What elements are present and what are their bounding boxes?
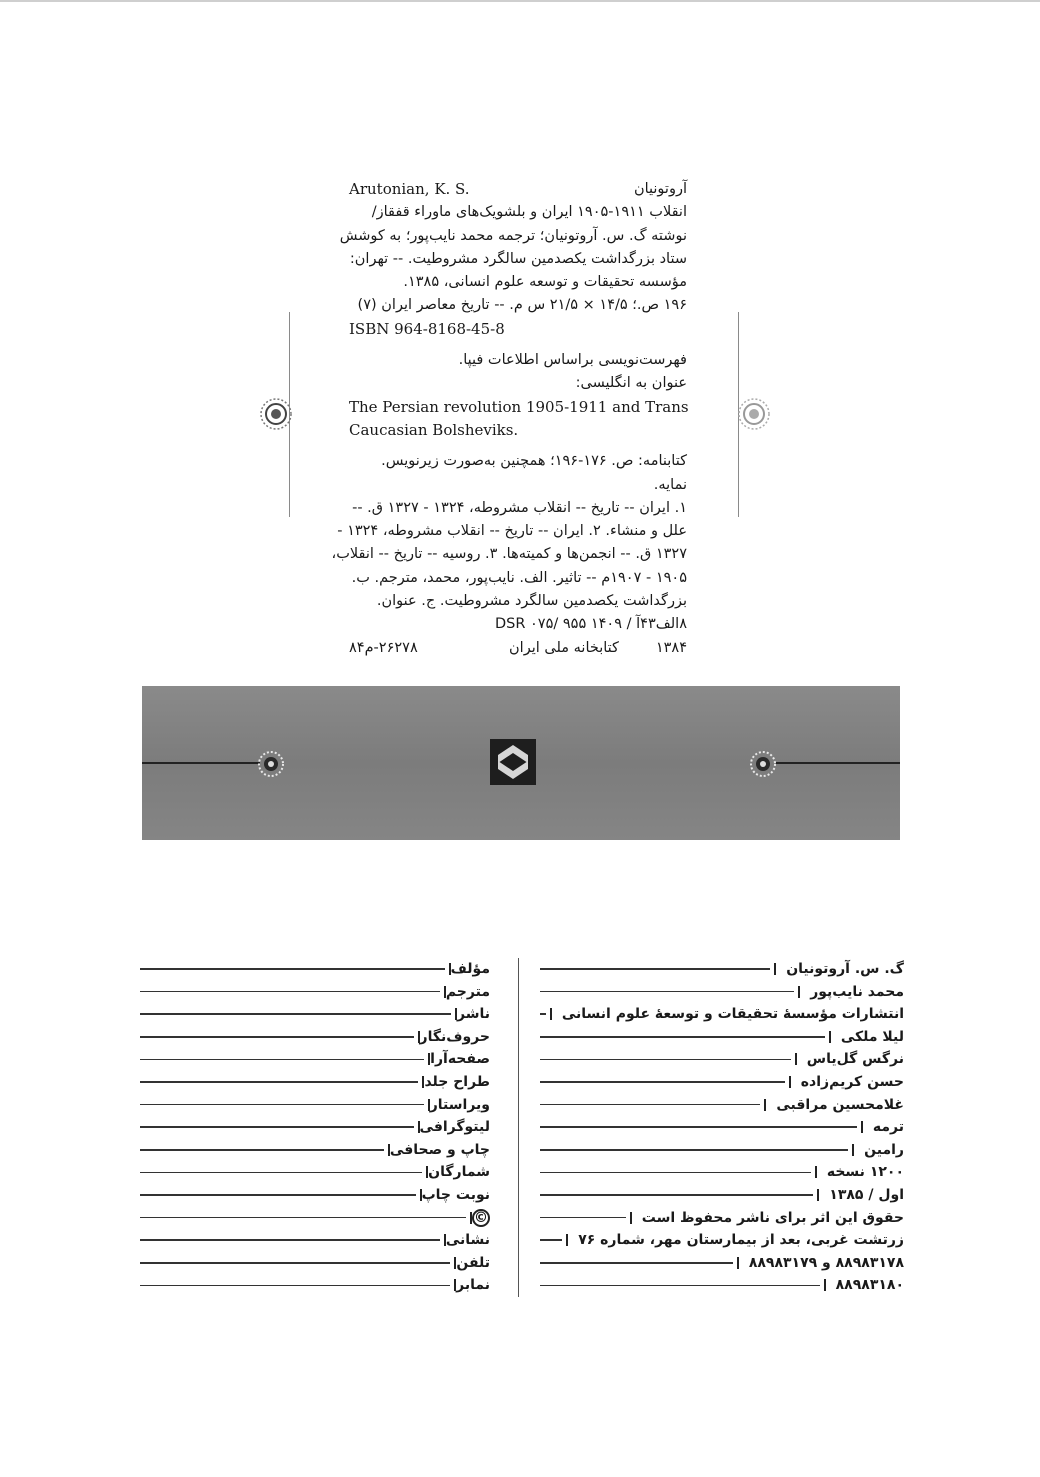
colophon-value-row: [540, 1116, 904, 1138]
colophon-separator: [518, 958, 519, 1297]
colophon-value: ۸۸۹۸۳۱۸۰: [835, 1277, 904, 1294]
colophon-rule: [540, 1194, 813, 1196]
colophon-label: چاپ و صحافی: [389, 1141, 490, 1158]
colophon-rule: [540, 1217, 626, 1219]
colophon-label: ویراستار: [429, 1096, 490, 1113]
cataloging-block: [331, 178, 689, 660]
colophon-value: غلامحسین مراقبی: [776, 1096, 904, 1113]
colophon-label: مؤلف: [450, 961, 490, 977]
colophon-value-row: [540, 1229, 904, 1251]
colophon-value: ترمه: [872, 1119, 904, 1136]
colophon-label: حروف‌نگار: [419, 1028, 490, 1045]
colophon-tick: [388, 1144, 390, 1156]
colophon-tick: [789, 1076, 791, 1088]
colophon-value: اول / ۱۳۸۵: [829, 1187, 904, 1203]
colophon-tick: [426, 1166, 428, 1178]
colophon-value: حقوق این اثر برای ناشر محفوظ است: [641, 1209, 904, 1226]
cip-index: نمایه.: [653, 476, 687, 493]
colophon-label: طراح جلد: [424, 1074, 490, 1090]
cip-line: ۱۹۶ ص.؛ ۱۴/۵ × ۲۱/۵ س م. -- تاریخ معاصر ایران (۷): [357, 297, 687, 314]
right-rosette-ornament-icon: [736, 396, 772, 432]
colophon-rule: [540, 1126, 857, 1128]
colophon-rule: [540, 1104, 760, 1106]
colophon-rule: [540, 1036, 825, 1038]
colophon-rule: [140, 1126, 414, 1128]
colophon-label: نمابر: [456, 1277, 490, 1294]
colophon-label-row: [140, 1026, 490, 1048]
colophon-tick: [418, 1031, 420, 1043]
colophon-rule: [140, 1036, 414, 1038]
colophon-tick: [444, 986, 446, 998]
copyright-icon: ©: [474, 1209, 488, 1226]
colophon-value-row: [540, 958, 904, 980]
colophon-rule: [140, 1217, 466, 1219]
colophon-label-row: [140, 1071, 490, 1093]
colophon-value-row: [540, 1252, 904, 1274]
colophon-value-row: [540, 1274, 904, 1296]
colophon-label-row: [140, 1116, 490, 1138]
colophon-label-row: [140, 1161, 490, 1183]
colophon-tick: [455, 1008, 457, 1020]
cip-english-title: The Persian revolution 1905-1911 and Trans: [349, 397, 689, 416]
colophon-rule: [540, 1059, 791, 1061]
cip-line: نوشته گ. س. آروتونیان؛ ترجمه محمد نایب‌پور؛ به کوشش: [339, 227, 687, 244]
colophon-rule: [140, 1059, 424, 1061]
cip-subject: ۱. ایران -- تاریخ -- انقلاب مشروطه، ۱۳۲۴ - ۱۳۲۷ ق. --: [352, 499, 687, 516]
banner-right-rosette-icon: [748, 749, 778, 779]
colophon-rule: [540, 991, 794, 993]
colophon-tick: [449, 963, 451, 975]
colophon-tick: [428, 1053, 430, 1065]
colophon-rule: [140, 968, 445, 970]
cip-subject: ۱۹۰۵ - ۱۹۰۷م -- تاثیر. الف. نایب‌پور، محمد، مترجم. ب.: [351, 569, 687, 586]
colophon-rule: [540, 1262, 733, 1264]
colophon-tick: [566, 1234, 568, 1246]
colophon-tick: [861, 1121, 863, 1133]
cip-year: ۱۳۸۴: [655, 639, 687, 656]
colophon-rule: [540, 1013, 546, 1015]
colophon-value: زرتشت غربی، بعد از بیمارستان مهر، شماره ۷۶: [578, 1232, 904, 1249]
decorative-banner: [142, 686, 900, 840]
colophon-label: نشانی: [445, 1232, 490, 1249]
colophon-tick: [824, 1279, 826, 1291]
cip-record-number: ۲۶۲۷۸-م۸۴: [349, 639, 418, 656]
colophon-label-row: [140, 1048, 490, 1070]
colophon-tick: [418, 1121, 420, 1133]
colophon-tick: [454, 1257, 456, 1269]
colophon-tick: [795, 1053, 797, 1065]
colophon-value: ۸۸۹۸۳۱۷۸ و ۸۸۹۸۳۱۷۹: [748, 1254, 904, 1271]
colophon-tick: [764, 1099, 766, 1111]
publisher-logo-icon: [490, 739, 536, 785]
colophon-tick: [630, 1212, 632, 1224]
cip-line: ستاد بزرگداشت یکصدمین سالگرد مشروطیت. -- تهران:: [349, 250, 687, 267]
cip-library: کتابخانه ملی ایران: [509, 639, 619, 656]
cip-author-en: Arutonian, K. S.: [349, 180, 470, 198]
cip-classification: ۸الف۴۳آ / ۱۴۰۹ DSR ۰۷۵/ ۹۵۵: [494, 616, 687, 633]
colophon-value-row: [540, 981, 904, 1003]
colophon-rule: [540, 968, 770, 970]
cip-line: انقلاب ۱۹۱۱-۱۹۰۵ ایران و بلشویک‌های ماوراء قفقاز/: [371, 204, 687, 221]
colophon-rule: [140, 1081, 418, 1083]
colophon-value-row: [540, 1026, 904, 1048]
banner-left-rule: [142, 762, 260, 764]
colophon-rule: [540, 1149, 848, 1151]
colophon-label-row: [140, 958, 490, 980]
colophon-label: نوبت چاپ: [421, 1187, 490, 1203]
colophon-label: شمارگان: [428, 1164, 490, 1181]
colophon-value-row: [540, 1048, 904, 1070]
colophon-label-row: [140, 1139, 490, 1161]
colophon-tick: [852, 1144, 854, 1156]
colophon-label: صفحه‌آرا: [430, 1051, 490, 1068]
colophon-label-row: [140, 1003, 490, 1025]
colophon-value: محمد نایب‌پور: [810, 983, 904, 1000]
banner-right-rule: [776, 762, 900, 764]
colophon-rule: [140, 1104, 424, 1106]
colophon-value-row: [540, 1161, 904, 1183]
colophon-tick: [550, 1008, 552, 1020]
colophon-value-row: [540, 1184, 904, 1206]
colophon-value-row: [540, 1071, 904, 1093]
colophon-label: ناشر: [457, 1006, 490, 1023]
colophon-rule: [140, 1149, 384, 1151]
colophon-rule: [540, 1172, 811, 1174]
colophon-value-row: [540, 1094, 904, 1116]
colophon-rule: [140, 1239, 440, 1241]
colophon-value: لیلا ملکی: [840, 1028, 904, 1045]
colophon-label-row: [140, 1207, 490, 1229]
colophon-value: رامین: [864, 1141, 904, 1158]
colophon-rule: [140, 991, 440, 993]
colophon-tick: [422, 1076, 424, 1088]
cip-footer: [349, 637, 687, 660]
cip-english-title-label: عنوان به انگلیسی:: [575, 375, 687, 392]
colophon-rule: [140, 1194, 416, 1196]
colophon-value: حسن کریم‌زاده: [800, 1074, 904, 1090]
colophon-rule: [540, 1081, 785, 1083]
colophon-value: انتشارات مؤسسهٔ تحقیقات و توسعهٔ علوم انسانی: [561, 1006, 904, 1023]
colophon-value: نرگس گل‌یاس: [806, 1051, 904, 1068]
colophon-label: لیتوگرافی: [419, 1119, 490, 1136]
cip-author-fa: آروتونیان: [633, 181, 687, 197]
colophon-value: ۱۲۰۰ نسخه: [826, 1164, 904, 1181]
colophon-rule: [140, 1262, 450, 1264]
cip-english-title: Caucasian Bolsheviks.: [349, 420, 519, 439]
colophon-tick: [798, 986, 800, 998]
cip-subject: علل و منشاء. ۲. ایران -- تاریخ -- انقلاب مشروطه، ۱۳۲۴ -: [337, 523, 687, 540]
colophon-label-row: [140, 1229, 490, 1251]
cip-fipa: فهرست‌نویسی براساس اطلاعات فیپا.: [458, 352, 687, 369]
cip-subject: بزرگداشت یکصدمین سالگرد مشروطیت. ج. عنوان.: [376, 593, 687, 610]
colophon-rule: [140, 1013, 451, 1015]
colophon-tick: [774, 963, 776, 975]
colophon-value-row: [540, 1207, 904, 1229]
colophon-tick: [737, 1257, 739, 1269]
colophon-rule: [140, 1285, 450, 1287]
colophon-tick: [470, 1212, 472, 1224]
cip-isbn: ISBN 964-8168-45-8: [349, 319, 505, 338]
colophon-rule: [140, 1172, 422, 1174]
colophon-tick: [829, 1031, 831, 1043]
colophon-label-row: [140, 1252, 490, 1274]
left-rosette-ornament-icon: [258, 396, 294, 432]
colophon-rule: [540, 1285, 820, 1287]
colophon-value-row: [540, 1003, 904, 1025]
colophon-tick: [444, 1234, 446, 1246]
colophon-tick: [817, 1189, 819, 1201]
colophon-tick: [428, 1099, 430, 1111]
cip-header: [349, 178, 687, 201]
top-border: [0, 0, 1040, 2]
cip-bibliography: کتابنامه: ص. ۱۷۶-۱۹۶؛ همچنین به‌صورت زیرنویس.: [381, 453, 687, 470]
cip-line: مؤسسه تحقیقات و توسعه علوم انسانی، ۱۳۸۵.: [403, 274, 687, 291]
cip-subject: ۱۳۲۷ ق. -- انجمن‌ها و کمیته‌ها. ۳. روسیه -- تاریخ -- انقلاب،: [331, 546, 687, 563]
colophon-tick: [420, 1189, 422, 1201]
colophon-label-row: [140, 1274, 490, 1296]
colophon-label: مترجم: [445, 983, 490, 1000]
colophon-value: گ. س. آروتونیان: [786, 961, 904, 977]
colophon-label-row: [140, 1184, 490, 1206]
colophon-tick: [454, 1279, 456, 1291]
colophon-value-row: [540, 1139, 904, 1161]
colophon-rule: [540, 1239, 562, 1241]
colophon-label: تلفن: [456, 1254, 490, 1271]
colophon-label-row: [140, 981, 490, 1003]
colophon-tick: [815, 1166, 817, 1178]
banner-left-rosette-icon: [256, 749, 286, 779]
colophon-label-row: [140, 1094, 490, 1116]
